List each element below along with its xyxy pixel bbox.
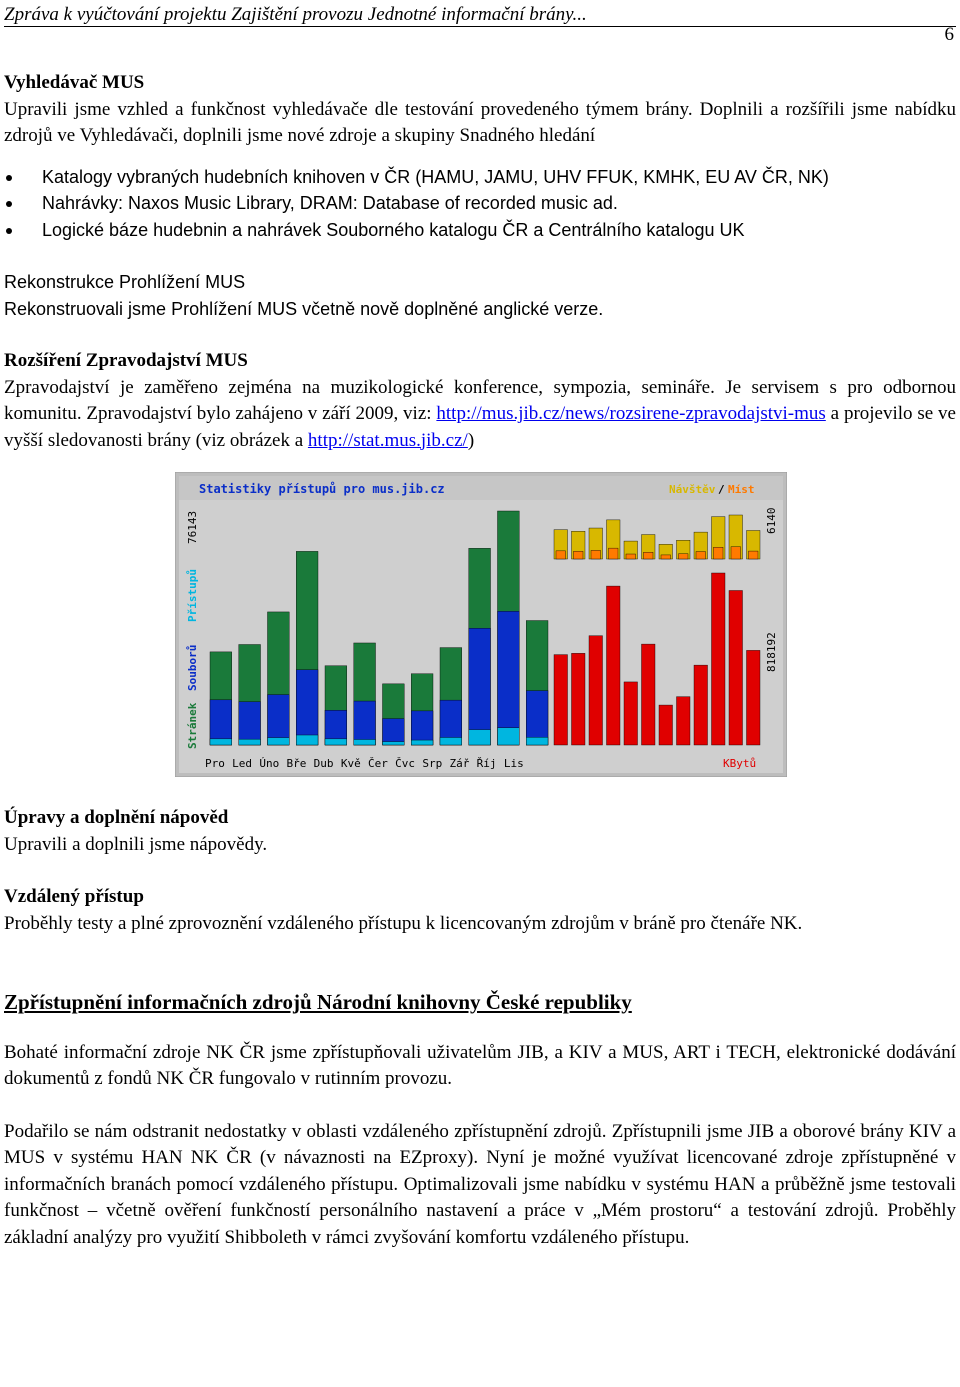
header-divider xyxy=(4,26,956,27)
bar-files xyxy=(354,701,376,745)
bar-sites xyxy=(644,552,654,559)
bar-pages xyxy=(354,739,376,745)
bar-sites xyxy=(574,551,584,559)
bar-kbytes xyxy=(729,590,743,745)
text-segment: a projevilo se ve vyšší sledovanosti brány (viz obrázek a xyxy=(4,403,956,451)
list-item xyxy=(4,164,956,191)
right-axis-unit: KBytů xyxy=(723,757,757,770)
bar-sites xyxy=(609,548,619,559)
list-item xyxy=(4,190,956,217)
resource-list xyxy=(4,164,956,244)
chart-legend xyxy=(669,483,755,496)
x-tick-label: Čvc xyxy=(395,757,416,770)
stats-chart xyxy=(175,472,787,777)
x-tick-label: Čer xyxy=(368,757,388,770)
bar-kbytes xyxy=(607,586,621,745)
bar-files xyxy=(296,670,318,745)
x-tick-label: Dub xyxy=(313,757,334,770)
paragraph-prohlizeni: Rekonstruovali jsme Prohlížení MUS včetně nově doplněné anglické verze. xyxy=(4,298,604,319)
heading-napovedy: Úpravy a doplnění nápověd xyxy=(4,807,229,828)
axis-label-pages: Stránek xyxy=(186,702,199,749)
bar-kbytes xyxy=(677,697,691,745)
bar-files xyxy=(383,719,405,745)
x-tick-label: Zář xyxy=(449,757,470,770)
bar-pages xyxy=(239,739,261,745)
heading-nk: Zpřístupnění informačních zdrojů Národní knihovny České republiky xyxy=(4,990,632,1014)
bar-kbytes xyxy=(624,682,638,745)
bar-pages xyxy=(440,737,462,745)
stats-link[interactable]: http://stat.mus.jib.cz/ xyxy=(307,429,468,451)
heading-pristup: Vzdálený přístup xyxy=(4,886,144,907)
bar-pages xyxy=(411,740,433,745)
bar-sites xyxy=(661,555,671,559)
document-body xyxy=(4,70,956,1251)
bar-pages xyxy=(383,742,405,745)
bar-sites xyxy=(556,551,566,559)
bar-pages xyxy=(526,737,548,745)
x-tick-label: Pro xyxy=(205,757,225,770)
bar-sites xyxy=(749,551,759,559)
stats-chart-svg xyxy=(175,472,787,777)
page-number: 6 xyxy=(944,24,954,45)
bar-pages xyxy=(469,730,491,745)
right-bottom-label: 818192 xyxy=(765,632,778,672)
bar-pages xyxy=(268,738,290,745)
bullet-icon xyxy=(6,175,12,181)
bar-kbytes xyxy=(554,655,568,745)
bar-files xyxy=(498,611,520,745)
bar-kbytes xyxy=(694,665,708,745)
axis-label-files: Souborů xyxy=(186,644,199,691)
bar-kbytes xyxy=(659,705,673,745)
heading-vyhledavac: Vyhledávač MUS xyxy=(4,72,145,93)
bar-kbytes xyxy=(589,636,603,745)
x-tick-label: Úno xyxy=(259,757,280,770)
heading-text: Rekonstrukce Prohlížení MUS xyxy=(4,272,246,292)
paragraph-nk-2: Podařilo se nám odstranit nedostatky v oblasti vzdáleného zpřístupnění zdrojů. Zpřístupnili jsme JIB a oborové brány KIV a MUS v systému HAN NK ČR (v návaznosti na EZproxy). Nyní je možné využívat licencované zdroje zpřístupněné v informačních branách pomocí vzdáleného přístupu. Optimalizovali jsme nabídku v systému HAN a průběžně jsme testovali funkčnost – včetně ověření funkčností personálního nastavení a práce v „Mém prostoru“ a testování zdrojů. Proběhly základní analýzy pro využití Shibboleth v rámci zvyšování komfortu vzdáleného přístupu. xyxy=(4,1120,956,1248)
bar-files xyxy=(239,702,261,745)
bar-files xyxy=(469,628,491,745)
bullet-icon xyxy=(6,228,12,234)
heading-zpravodajstvi: Rozšíření Zpravodajství MUS xyxy=(4,350,248,371)
chart-title: Statistiky přístupů pro mus.jib.cz xyxy=(199,482,445,496)
list-item-text: Nahrávky: Naxos Music Library, DRAM: Database of recorded music ad. xyxy=(42,193,618,213)
x-tick-label: Bře xyxy=(286,757,307,770)
axis-label-hits: Přístupů xyxy=(186,569,199,622)
page-header xyxy=(4,0,956,45)
bar-sites xyxy=(714,547,724,559)
bar-sites xyxy=(679,554,689,559)
bar-kbytes xyxy=(642,644,656,745)
x-tick-label: Říj xyxy=(476,757,497,770)
bar-sites xyxy=(696,552,706,559)
x-tick-label: Lis xyxy=(503,757,524,770)
legend-sites: Míst xyxy=(728,483,755,496)
heading-prohlizeni xyxy=(4,269,956,296)
bar-sites xyxy=(626,554,636,559)
list-item-text: Logické báze hudebnin a nahrávek Souborného katalogu ČR a Centrálního katalogu UK xyxy=(42,219,745,240)
news-link[interactable]: http://mus.jib.cz/news/rozsirene-zpravodajstvi-mus xyxy=(436,403,826,424)
list-item xyxy=(4,217,956,244)
x-tick-label: Kvě xyxy=(340,757,361,770)
bar-kbytes xyxy=(572,653,586,745)
left-max-label: 76143 xyxy=(186,510,199,544)
legend-slash: / xyxy=(718,483,725,496)
bar-kbytes xyxy=(712,573,726,745)
bar-files xyxy=(210,700,232,745)
right-top-label: 6140 xyxy=(765,507,778,534)
bar-pages xyxy=(296,735,318,745)
bar-pages xyxy=(325,739,347,745)
bar-pages xyxy=(210,739,232,745)
text-segment: ) xyxy=(467,429,475,451)
paragraph-vyhledavac: Upravili jsme vzhled a funkčnost vyhledávače dle testování provedeného týmem brány. Doplnili a rozšířili jsme nabídku zdrojů ve Vyhledávači, doplnili jsme nové zdroje a skupiny Snadného hledání xyxy=(4,98,956,146)
document-title: Zpráva k vyúčtování projektu Zajištění provozu Jednotné informační brány... xyxy=(4,4,587,25)
bar-files xyxy=(526,691,548,745)
paragraph-pristup: Proběhly testy a plné zprovoznění vzdáleného přístupu k licencovaným zdrojům v bráně pro čtenáře NK. xyxy=(4,912,803,934)
bar-kbytes xyxy=(747,650,761,745)
x-tick-label: Led xyxy=(232,757,253,770)
bar-sites xyxy=(731,547,741,559)
legend-visits: Návštěv xyxy=(669,483,716,496)
list-item-text: Katalogy vybraných hudebních knihoven v ČR (HAMU, JAMU, UHV FFUK, KMHK, EU AV ČR, NK) xyxy=(42,166,829,187)
paragraph-zpravodajstvi xyxy=(4,375,956,455)
bullet-icon xyxy=(6,201,12,207)
bar-sites xyxy=(591,550,601,559)
paragraph-napovedy: Upravili a doplnili jsme nápovědy. xyxy=(4,833,268,855)
text-segment: Zpravodajství je zaměřeno zejména na muzikologické konference, sympozia, semináře. Je servisem s pro odbornou komunitu. Zpravodajství bylo zahájeno v září 2009, viz: xyxy=(4,376,956,424)
paragraph-nk-1: Bohaté informační zdroje NK ČR jsme zpřístupňovali uživatelům JIB, a KIV a MUS, ART i TECH, elektronické dodávání dokumentů z fondů NK ČR fungovalo v rutinním provozu. xyxy=(4,1041,956,1089)
bar-pages xyxy=(498,728,520,745)
x-tick-label: Srp xyxy=(422,757,443,770)
